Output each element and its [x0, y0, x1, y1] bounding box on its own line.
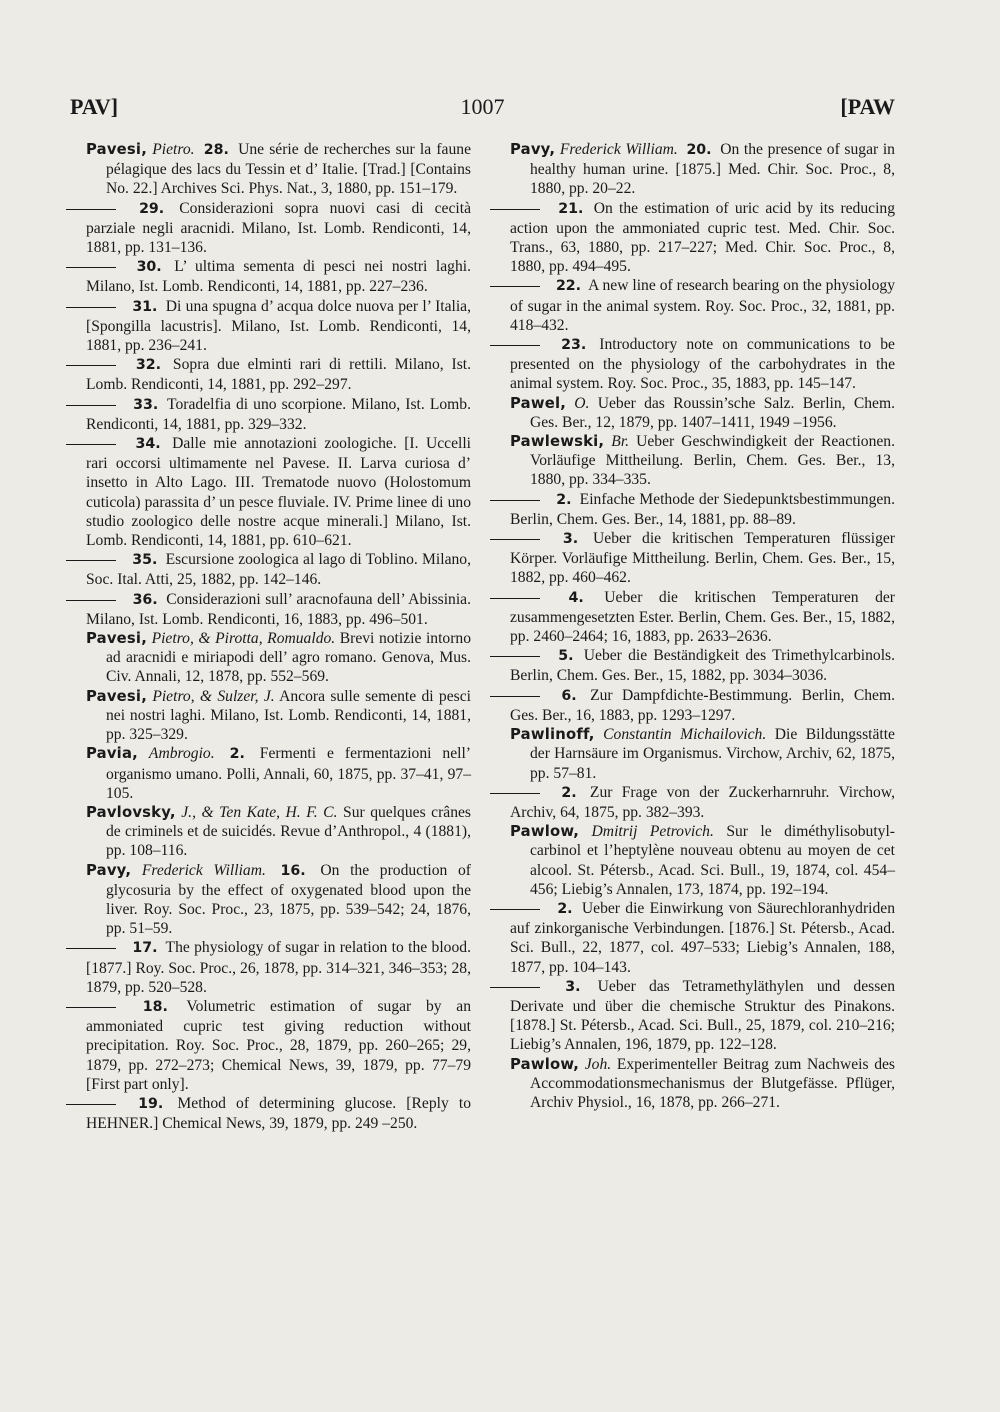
sub-entry [510, 977, 895, 1055]
ditto-dash [490, 209, 540, 210]
ditto-dash [490, 793, 540, 794]
author-given: Constantin Michailovich. [603, 726, 767, 744]
entry-number: 17. [132, 940, 158, 957]
author-given: Pietro. [152, 141, 195, 158]
sub-entry [510, 686, 895, 725]
entry-text: On the presence of sugar in healthy human urine. [1875.] Med. Chir. Soc. Proc., 8, 1880, pp. 20–22. [530, 141, 895, 198]
entry-number: 2. [229, 746, 245, 763]
author-given: Pietro, & Pirotta, Romualdo. [151, 630, 336, 648]
sub-entry [510, 588, 895, 647]
sub-entry [510, 276, 895, 335]
author-name: Pawlow, [510, 823, 580, 841]
ditto-dash [66, 209, 116, 210]
entry-number: 29. [139, 200, 165, 217]
ditto-dash [490, 696, 540, 697]
entry-text: Ueber die Einwirkung von Säurechloranhydriden auf zinkorganische Verbindungen. [1876.] St. Pétersb., Acad. Sci. Bull., 22, 1877, col. 497–533; Liebig’s Annalen, 188, 1877, pp. 104–143. [510, 899, 895, 976]
sub-entry [510, 529, 895, 588]
sub-entry [86, 590, 471, 629]
author-name: Pavia, [86, 745, 138, 763]
author-name: Pavy, [510, 141, 556, 158]
ditto-dash [66, 600, 116, 601]
entry-text: Une série de recherches sur la faune pélagique des lacs du Tessin et d’ Italie. [Trad.] [Contains No. 22.] Archives Sci. Phys. Nat., 3, 1880, pp. 151–179. [106, 141, 471, 198]
entry-number: 32. [135, 357, 162, 374]
entry-text: Zur Frage von der Zuckerharnruhr. Virchow, Archiv, 64, 1875, pp. 382–393. [510, 783, 895, 821]
ditto-dash [66, 1007, 116, 1008]
ditto-dash [66, 444, 116, 445]
sub-entry [86, 550, 471, 589]
entry-number: 35. [132, 552, 158, 569]
entry-number: 5. [558, 648, 574, 665]
author-entry [86, 687, 471, 745]
author-entry [510, 394, 895, 432]
entry-text: L’ ultima sementa di pesci nei nostri laghi. Milano, Ist. Lomb. Rendiconti, 14, 1881, pp. 227–236. [86, 258, 472, 296]
sub-entry [86, 297, 471, 356]
entry-number: 2. [557, 900, 573, 917]
entry-number: 20. [686, 142, 712, 158]
entry-text: On the production of glycosuria by the effect of oxygenated blood upon the liver. Roy. Soc. Proc., 23, 1875, pp. 539–542; 24, 1876, pp. 51–59. [106, 861, 471, 938]
ditto-dash [490, 598, 540, 599]
sub-entry [86, 199, 471, 258]
ditto-dash [66, 267, 116, 268]
entry-number: 28. [203, 142, 229, 158]
ditto-dash [490, 987, 540, 988]
entry-text: Di una spugna d’ acqua dolce nuova per l’ Italia, [Spongilla lacustris]. Milano, Ist. Lomb. Rendiconti, 14, 1881, pp. 236–241. [86, 297, 472, 355]
entry-number: 3. [562, 531, 579, 548]
sub-entry [510, 335, 895, 394]
entry-text: Considerazioni sopra nuovi casi di cecità parziale negli aracnidi. Milano, Ist. Lomb. Rendiconti, 14, 1881, pp. 131–136. [86, 199, 471, 257]
ditto-dash [66, 948, 116, 949]
author-name: Pawlow, [510, 1055, 580, 1073]
entry-text: Sur le diméthylisobutyl-carbinol et l’heptylène nouveau obtenu au moyen de cet alcool. St. Pétersb., Acad. Sci. Bull., 19, 1874, col. 454–456; Liebig’s Annalen, 173, 1874, pp. 192–194. [530, 823, 895, 898]
entry-number: 19. [138, 1095, 164, 1112]
entry-number: 34. [135, 436, 161, 453]
ditto-dash [490, 286, 540, 287]
author-entry [86, 140, 471, 199]
sub-entry [86, 434, 471, 550]
running-header [70, 94, 895, 124]
author-entry [510, 432, 895, 490]
author-entry [86, 803, 471, 861]
ditto-dash [490, 345, 540, 346]
entry-text: Einfache Methode der Siedepunktsbestimmungen. Berlin, Chem. Ges. Ber., 14, 1881, pp. 88–89. [510, 490, 895, 528]
entry-text: Ueber die Beständigkeit des Trimethylcarbinols. Berlin, Chem. Ges. Ber., 15, 1882, pp. 3034–3036. [510, 647, 895, 685]
author-entry [510, 140, 895, 199]
entry-text: Experimenteller Beitrag zum Nachweis des Accommodationsmechanismus der Blutgefässe. Pflüger, Archiv Physiol., 16, 1878, pp. 266–271. [530, 1055, 895, 1111]
entry-text: On the estimation of uric acid by its reducing action upon the ammoniated cupric test. Med. Chir. Soc. Trans., 63, 1880, pp. 217–227; Med. Chir. Soc. Proc., 8, 1880, pp. 494–495. [510, 199, 896, 276]
author-given: Dmitrij Petrovich. [591, 823, 714, 841]
author-entry [86, 861, 471, 939]
author-entry [510, 725, 895, 783]
header-left: PAV] [70, 94, 119, 119]
author-entry [510, 1055, 895, 1113]
entry-text: Zur Dampfdichte-Bestimmung. Berlin, Chem. Ges. Ber., 16, 1883, pp. 1293–1297. [510, 686, 895, 724]
left-column [86, 140, 471, 1133]
sub-entry [86, 355, 471, 394]
author-given: Frederick William. [141, 861, 266, 879]
entry-text: Dalle mie annotazioni zoologiche. [I. Uccelli rari occorsi ultimamente nel Pavese. II. Larva curiosa d’ insetto in Alto Lago. III. Trematode nuovo (Holostomum cuticola) parassita d’ un pesce fluviale. IV. Prime linee di uno studio zoologico delle nostre acque minerali.] Milano, Ist. Lomb. Rendiconti, 14, 1881, pp. 610–621. [86, 435, 471, 550]
author-name: Pavlovsky, [86, 803, 176, 821]
entry-number: 3. [565, 978, 581, 995]
entry-text: Brevi notizie intorno ad aracnidi e miriapodi dell’ agro romano. Genova, Mus. Civ. Annali, 12, 1878, pp. 552–569. [106, 630, 471, 686]
sub-entry [510, 783, 895, 822]
entry-number: 16. [280, 862, 306, 879]
entry-number: 31. [132, 298, 158, 315]
author-name: Pawlewski, [510, 433, 605, 451]
page-number: 1007 [460, 94, 505, 119]
ditto-dash [66, 307, 116, 308]
author-entry [510, 822, 895, 899]
entry-text: Ueber das Tetramethyläthylen und dessen Derivate und über die chemische Struktur des Pinakons. [1878.] St. Pétersb., Acad. Sci. Bull., 25, 1879, col. 210–216; Liebig’s Annalen, 196, 1879, pp. 122–128. [510, 977, 896, 1054]
author-name: Pavesi, [86, 141, 148, 158]
ditto-dash [490, 539, 540, 540]
author-name: Pavesi, [86, 630, 148, 648]
author-given: Br. [611, 433, 630, 451]
entry-text: Ueber die kritischen Temperaturen der zusammengesetzten Ester. Berlin, Chem. Ges. Ber., 15, 1882, pp. 2460–2464; 16, 1883, pp. 2633–2636. [510, 588, 895, 646]
entry-number: 33. [133, 396, 159, 413]
ditto-dash [66, 365, 116, 366]
sub-entry [510, 899, 895, 977]
sub-entry [86, 938, 471, 997]
entry-text: Sopra due elminti rari di rettili. Milano, Ist. Lomb. Rendiconti, 14, 1881, pp. 292–297. [86, 356, 472, 394]
entry-number: 6. [561, 687, 577, 704]
entry-number: 22. [555, 278, 582, 295]
author-entry [86, 629, 471, 687]
sub-entry [510, 646, 895, 685]
author-given: Frederick William. [559, 141, 678, 158]
author-given: Pietro, & Sulzer, J. [152, 687, 275, 705]
entry-number: 21. [558, 200, 584, 217]
author-name: Pawel, [510, 394, 567, 412]
entry-text: Introductory note on communications to be presented on the physiology of the carbohydrates in the animal system. Roy. Soc. Proc., 35, 1883, pp. 145–147. [510, 336, 895, 393]
sub-entry [510, 490, 895, 529]
author-given: O. [574, 394, 590, 412]
sub-entry [86, 257, 471, 296]
entry-number: 18. [142, 998, 168, 1015]
entry-text: Ueber die kritischen Temperaturen flüssiger Körper. Vorläufige Mittheilung. Berlin, Chem. Ges. Ber., 15, 1882, pp. 460–462. [510, 530, 895, 587]
entry-number: 30. [136, 259, 162, 276]
sub-entry [86, 395, 471, 434]
entry-text: Die Bildungsstätte der Harnsäure im Organismus. Virchow, Archiv, 62, 1875, pp. 57–81. [530, 726, 895, 782]
entry-number: 2. [556, 491, 572, 508]
author-given: J., & Ten Kate, H. F. C. [181, 803, 338, 821]
entry-text: Considerazioni sull’ aracnofauna dell’ Abissinia. Milano, Ist. Lomb. Rendiconti, 16, 1883, pp. 496–501. [86, 590, 471, 628]
entry-text: Toradelfia di uno scorpione. Milano, Ist. Lomb. Rendiconti, 14, 1881, pp. 329–332. [86, 395, 471, 433]
ditto-dash [490, 500, 540, 501]
author-entry [86, 744, 471, 803]
author-given: Ambrogio. [148, 745, 215, 763]
entry-text: Escursione zoologica al lago di Toblino. Milano, Soc. Ital. Atti, 25, 1882, pp. 142–146. [86, 551, 471, 589]
entry-text: Sur quelques crânes de criminels et de suicidés. Revue d’Anthropol., 4 (1881), pp. 108–116. [106, 803, 471, 860]
entry-number: 36. [132, 591, 158, 608]
header-right: [PAW [840, 94, 895, 119]
entry-number: 23. [561, 337, 587, 354]
entry-text: Fermenti e fermentazioni nell’ organismo umano. Polli, Annali, 60, 1875, pp. 37–41, 97–105. [106, 745, 472, 802]
author-name: Pawlinoff, [510, 726, 595, 744]
ditto-dash [66, 405, 116, 406]
ditto-dash [66, 1104, 116, 1105]
entry-text: Ueber Geschwindigkeit der Reactionen. Vorläufige Mittheilung. Berlin, Chem. Ges. Ber., 13, 1880, pp. 334–335. [530, 433, 895, 489]
author-name: Pavesi, [86, 687, 148, 705]
entry-text: Method of determining glucose. [Reply to HEHNER.] Chemical News, 39, 1879, pp. 249 –250. [86, 1094, 472, 1133]
entry-text: A new line of research bearing on the physiology of sugar in the animal system. Roy. Soc. Proc., 32, 1881, pp. 418–432. [510, 277, 895, 334]
ditto-dash [490, 656, 540, 657]
sub-entry [86, 1094, 471, 1133]
ditto-dash [66, 560, 116, 561]
author-name: Pavy, [86, 861, 132, 879]
entry-number: 2. [561, 784, 577, 801]
sub-entry [510, 199, 895, 277]
entry-number: 4. [568, 589, 584, 606]
entry-text: Ueber das Roussin’sche Salz. Berlin, Chem. Ges. Ber., 12, 1879, pp. 1407–1411, 1949 –1956. [530, 394, 895, 431]
entry-text: Ancora sulle semente di pesci nei nostri laghi. Milano, Ist. Lomb. Rendiconti, 14, 1881, pp. 325–329. [106, 687, 471, 744]
entry-text: The physiology of sugar in relation to the blood. [1877.] Roy. Soc. Proc., 26, 1878, pp. 314–321, 346–353; 28, 1879, pp. 520–528. [86, 939, 471, 996]
ditto-dash [490, 909, 540, 910]
entry-text: Volumetric estimation of sugar by an ammoniated cupric test giving reduction without precipitation. Roy. Soc. Proc., 28, 1879, pp. 260–265; 29, 1879, pp. 272–273; Chemical News, 39, 1879, pp. 77–79 [First part only]. [86, 997, 471, 1093]
right-column [510, 140, 895, 1112]
sub-entry [86, 997, 471, 1094]
author-given: Joh. [584, 1055, 612, 1073]
